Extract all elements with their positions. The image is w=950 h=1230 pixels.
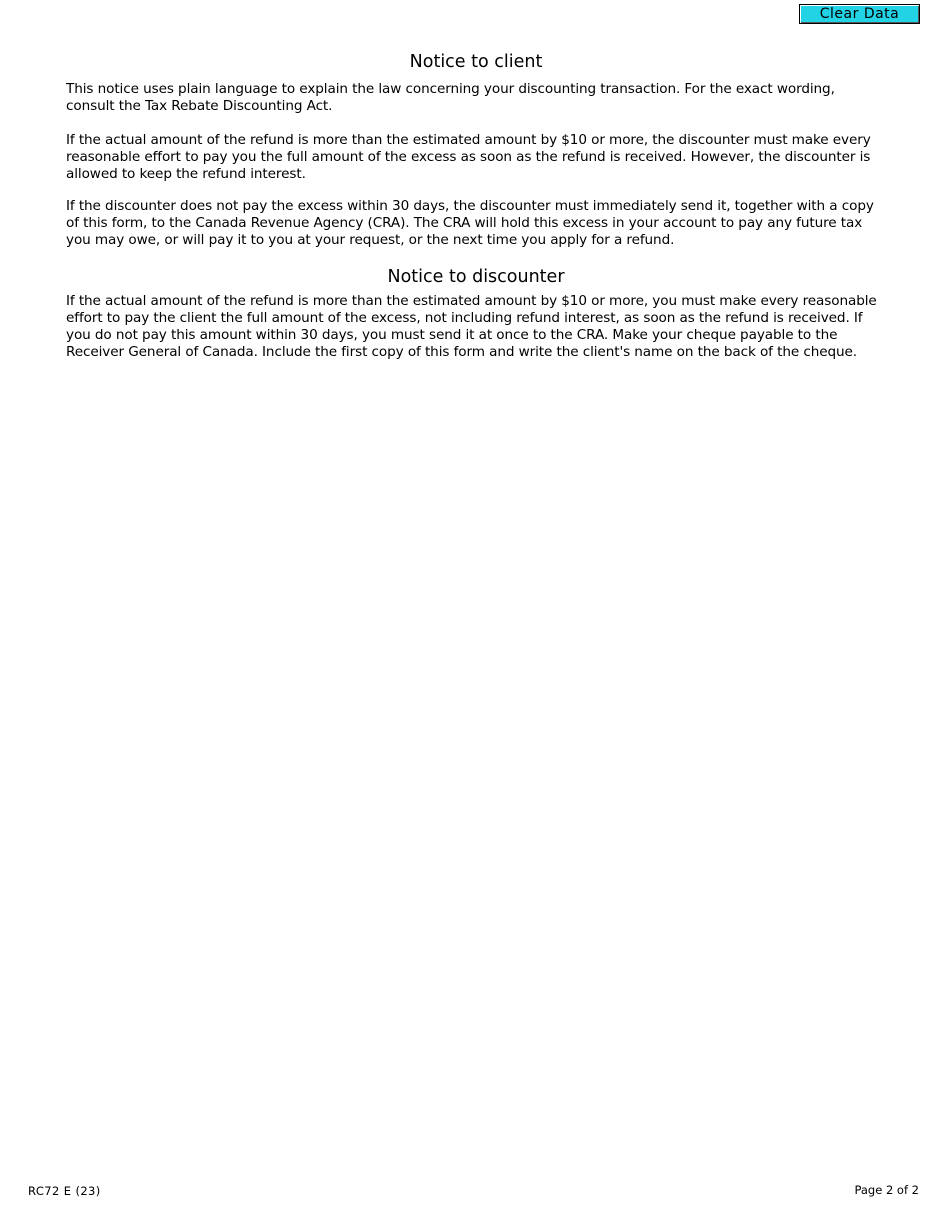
client-paragraph-3: If the discounter does not pay the excess within 30 days, the discounter must immediately send it, together with a copy of this form, to the Canada Revenue Agency (CRA). The CRA will hold this excess in your account to pay any future tax you may owe, or will pay it to you at your request, or the next time you apply for a refund.: [66, 198, 874, 248]
notice-to-discounter-title: Notice to discounter: [387, 267, 565, 287]
client-paragraph-2: If the actual amount of the refund is more than the estimated amount by $10 or more, the discounter must make every reasonable effort to pay you the full amount of the excess as soon as the refund is received. However, the discounter is allowed to keep the refund interest.: [66, 132, 871, 182]
notice-to-client-title: Notice to client: [409, 52, 543, 72]
page-number: Page 2 of 2: [854, 1183, 919, 1197]
notice-content: [66, 51, 886, 361]
notice-to-discounter-section: [66, 266, 886, 361]
client-paragraph-1: This notice uses plain language to explain the law concerning your discounting transaction. For the exact wording, consult the Tax Rebate Discounting Act.: [66, 81, 835, 114]
clear-data-button[interactable]: Clear Data: [799, 4, 920, 24]
notice-to-client-section: [66, 51, 886, 249]
discounter-paragraph-1: If the actual amount of the refund is more than the estimated amount by $10 or more, you must make every reasonable effort to pay the client the full amount of the excess, not including refund interest, as soon as the refund is received. If you do not pay this amount within 30 days, you must send it at once to the CRA. Make your cheque payable to the Receiver General of Canada. Include the first copy of this form and write the client's name on the back of the cheque.: [66, 293, 877, 360]
form-identifier: RC72 E (23): [28, 1184, 101, 1198]
